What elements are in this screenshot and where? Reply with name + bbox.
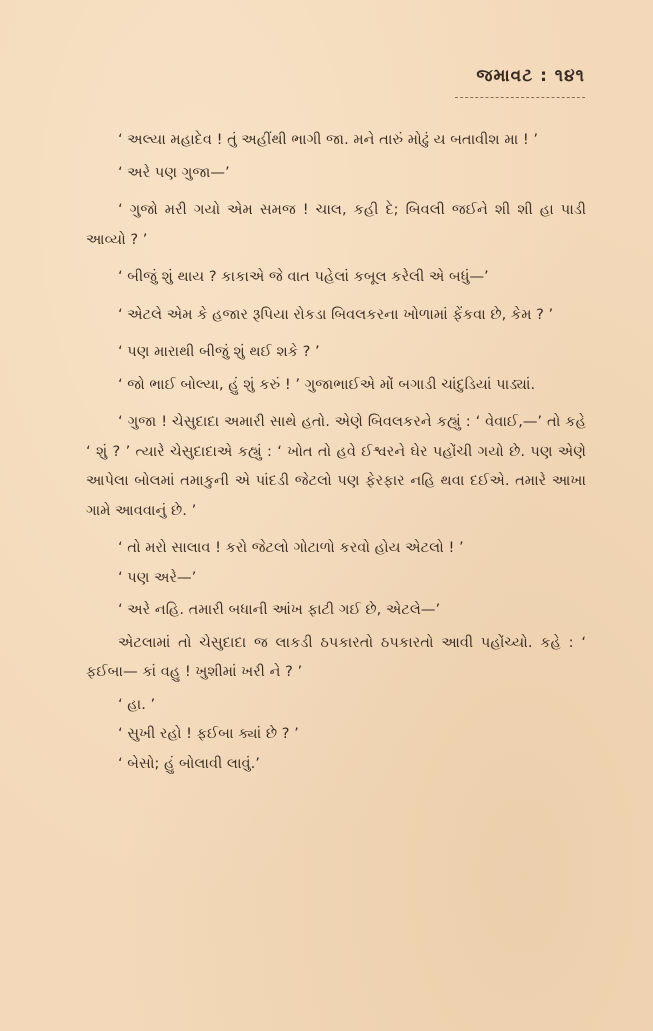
paragraph: ‘ ગુજો મરી ગયો એમ સમજ ! ચાલ, કહી દે; બિવલી જઈને શી શી હા પાડી આવ્યો ? ’ — [86, 201, 586, 248]
header-rule — [455, 97, 585, 98]
paragraph: ‘ અરે નહિ. તમારી બધાની આંખ ફાટી ગઈ છે, એટલે—’ — [118, 601, 441, 618]
paragraph: ‘ પણ અરે—’ — [118, 568, 197, 586]
paragraph: ‘ બીજું શું થાય ? કાકાએ જે વાત પહેલાં કબૂલ કરેલી એ બધું—’ — [118, 268, 489, 285]
paragraph: ‘ તો મરો સાલાવ ! કરો જેટલો ગોટાળો કરવો હોય એટલો ! ’ — [118, 539, 464, 556]
paragraph: ‘ એટલે એમ કે હજાર રૂપિયા રોકડા બિવલકરના ખોળામાં ફેંકવા છે, કેમ ? ’ — [118, 305, 554, 323]
paragraph: ‘ સુખી રહો ! ફઈબા ક્યાં છે ? ’ — [118, 725, 299, 742]
paragraph: ‘ હા. ’ — [118, 695, 156, 713]
paragraph: ‘ પણ મારાથી બીજું શું થઈ શકે ? ’ — [118, 343, 320, 360]
paragraph: ‘ અરે પણ ગુજા—’ — [118, 163, 230, 181]
paragraph: એટલામાં તો ચેસુદાદા જ લાકડી ઠપકારતો ઠપકારતો આવી પહોંચ્યો. કહે : ‘ ફઈબા— કાં વહુ ! ખુશીમાં ખરી ને ? ’ — [86, 633, 586, 680]
paragraph: ‘ બેસો; હું બોલાવી લાવું.’ — [118, 754, 260, 772]
paragraph: ‘ ગુજા ! ચેસુદાદા અમારી સાથે હતો. એણે બિવલકરને કહ્યું : ‘ વેવાઈ,—’ તો કહે ‘ શું ? ’ ત્યારે ચેસુદાદાએ કહ્યું : ‘ ખોત તો હવે ઈશ્વરને ઘેર પહોંચી ગયો છે. પણ એણે આપેલા બોલમાં તમાકુની એ પાંદડી જેટલો પણ ફેરફાર નહિ થવા દઈએ. તમારે આખા ગામે આવવાનું છે. ’ — [86, 413, 586, 519]
paragraph: ‘ જો ભાઈ બોલ્યા, હું શું કરું ! ’ ગુજાભાઈએ મોં બગાડી ચાંદુડિયાં પાડ્યાં. — [118, 375, 536, 393]
page-header: જમાવટ : ૧૪૧ — [476, 66, 585, 86]
paragraph: ‘ અલ્યા મહાદેવ ! તું અહીંથી ભાગી જા. મને તારું મોઢું ય બતાવીશ મા ! ’ — [118, 131, 538, 148]
body-text — [86, 125, 586, 778]
